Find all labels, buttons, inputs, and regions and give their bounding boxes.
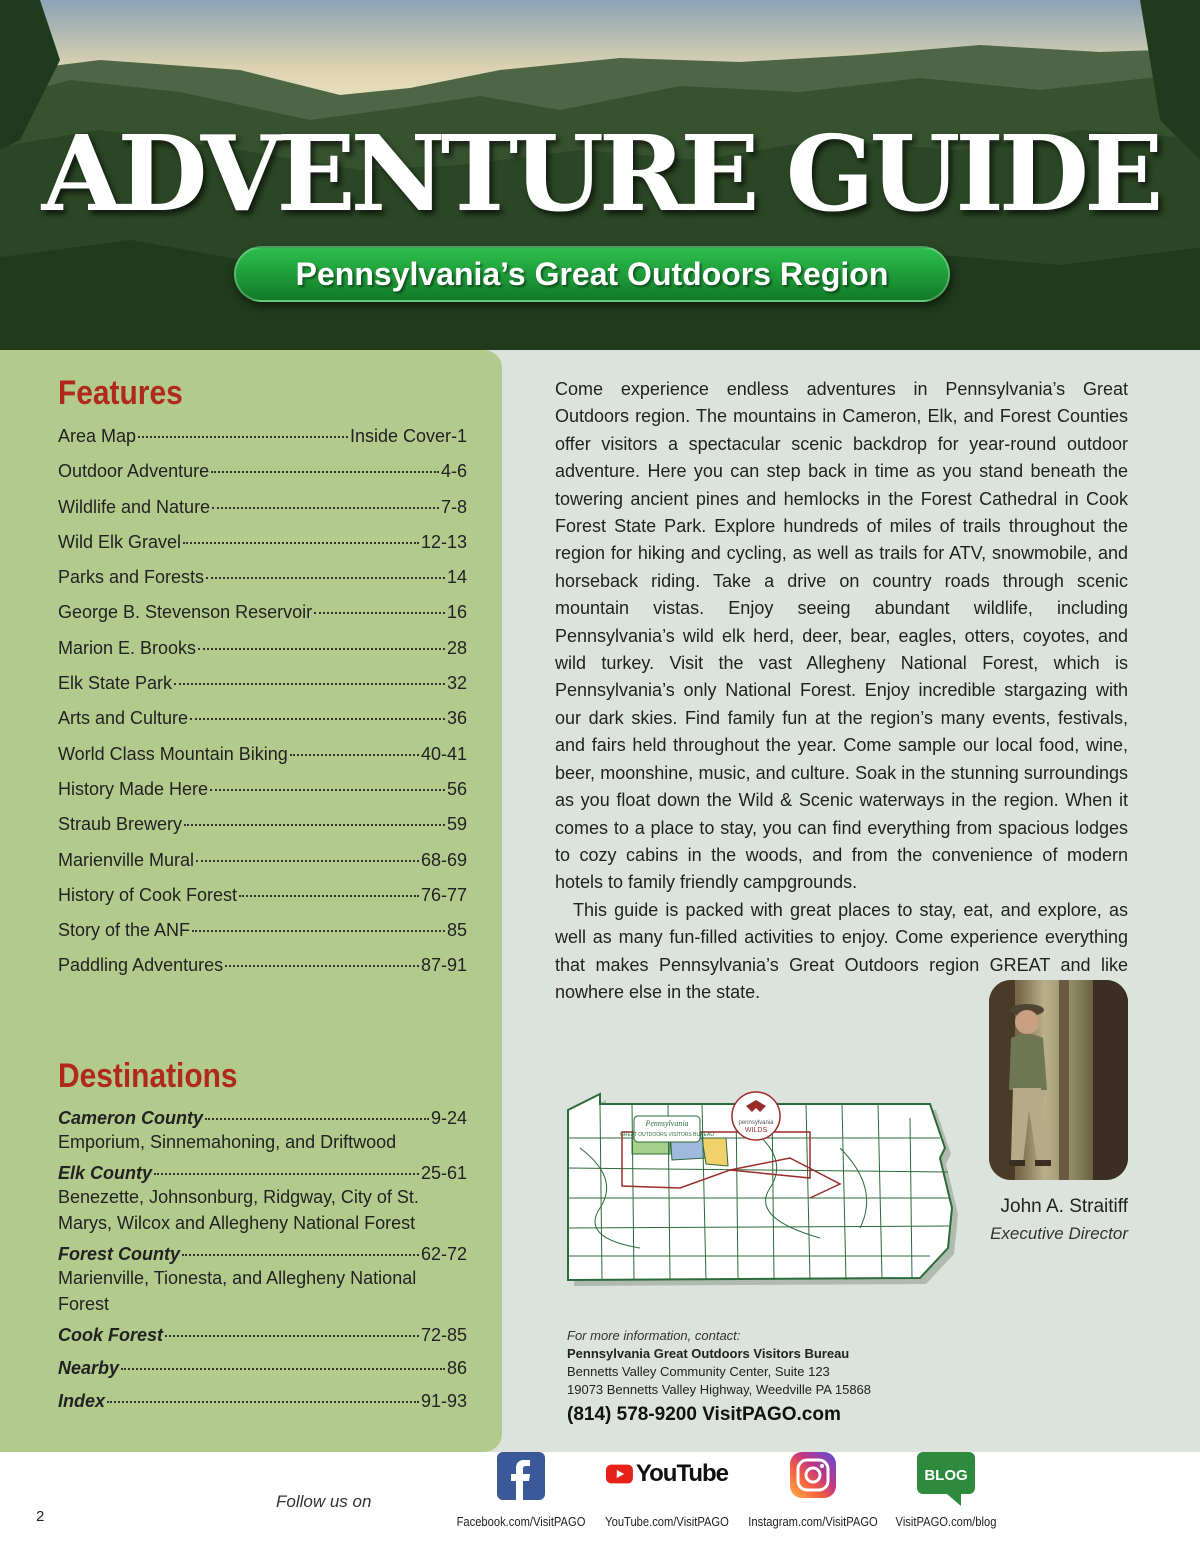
toc-row[interactable] <box>58 779 467 800</box>
follow-us-label: Follow us on <box>276 1492 372 1511</box>
toc-entry[interactable] <box>58 461 467 482</box>
contact-address-2: 19073 Bennetts Valley Highway, Weedville PA 15868 <box>567 1382 872 1397</box>
toc-description: Emporium, Sinnemahoning, and Driftwood <box>58 1132 397 1152</box>
dot-leader <box>182 1254 419 1256</box>
features-list <box>58 426 467 991</box>
toc-row[interactable] <box>58 567 467 588</box>
toc-page: 14 <box>446 567 467 588</box>
toc-row[interactable] <box>58 1244 467 1265</box>
toc-label: Wild Elk Gravel <box>58 531 182 552</box>
toc-entry[interactable] <box>58 532 467 553</box>
toc-row[interactable] <box>58 1391 467 1412</box>
toc-label: Outdoor Adventure <box>58 461 210 482</box>
toc-entry[interactable] <box>58 955 467 976</box>
toc-label: History Made Here <box>58 778 209 799</box>
toc-row[interactable] <box>58 708 467 729</box>
intro-paragraph-2: This guide is packed with great places to stay, eat, and explore, as well as many fun-filled activities to enjoy. Come experience everything that makes Pennsylvania’s Great Outdoors region GREAT and like nowhere else in the state. <box>555 899 1128 1002</box>
blog-icon <box>917 1452 975 1506</box>
toc-label: Parks and Forests <box>58 567 205 588</box>
toc-row[interactable] <box>58 426 467 447</box>
toc-entry[interactable] <box>58 850 467 871</box>
dot-leader <box>206 577 445 579</box>
page-title: ADVENTURE GUIDE <box>41 112 1159 235</box>
toc-entry[interactable] <box>58 1325 467 1346</box>
features-heading: Features <box>58 374 183 412</box>
toc-label: History of Cook Forest <box>58 884 238 905</box>
toc-row[interactable] <box>58 1358 467 1379</box>
toc-page: 62-72 <box>420 1244 467 1264</box>
toc-row[interactable] <box>58 1108 467 1129</box>
subtitle-banner <box>234 246 950 302</box>
contact-intro: For more information, contact: <box>567 1328 741 1343</box>
dot-leader <box>121 1368 445 1370</box>
youtube-icon <box>606 1460 728 1488</box>
toc-page: 85 <box>446 920 467 941</box>
dot-leader <box>212 507 439 509</box>
toc-entry[interactable] <box>58 1108 467 1155</box>
instagram-caption: Instagram.com/VisitPAGO <box>748 1514 878 1529</box>
svg-text:GREAT OUTDOORS VISITORS BUREAU: GREAT OUTDOORS VISITORS BUREAU <box>620 1132 714 1138</box>
toc-row[interactable] <box>58 673 467 694</box>
toc-entry[interactable] <box>58 885 467 906</box>
toc-page: 59 <box>446 814 467 835</box>
toc-page: 91-93 <box>420 1391 467 1411</box>
toc-label: Cameron County <box>58 1108 204 1128</box>
intro-text <box>555 376 1128 1006</box>
toc-entry[interactable] <box>58 744 467 765</box>
toc-label: Straub Brewery <box>58 814 183 835</box>
blog-link[interactable] <box>895 1452 997 1529</box>
toc-row[interactable] <box>58 461 467 482</box>
instagram-link[interactable] <box>748 1452 878 1529</box>
toc-label: Elk State Park <box>58 673 173 694</box>
toc-row[interactable] <box>58 1163 467 1184</box>
contact-address-1: Bennetts Valley Community Center, Suite 123 <box>567 1364 830 1379</box>
toc-row[interactable] <box>58 920 467 941</box>
destinations-list <box>58 1108 467 1424</box>
director-photo <box>989 980 1128 1180</box>
header-banner <box>0 0 1200 350</box>
dot-leader <box>184 824 445 826</box>
toc-label: Wildlife and Nature <box>58 496 211 517</box>
footer <box>0 1452 1200 1561</box>
toc-description: Benezette, Johnsonburg, Ridgway, City of St. Marys, Wilcox and Allegheny National Forest <box>58 1187 419 1233</box>
dot-leader <box>196 860 419 862</box>
toc-label: George B. Stevenson Reservoir <box>58 602 313 623</box>
dot-leader <box>225 965 419 967</box>
toc-description: Marienville, Tionesta, and Allegheny National Forest <box>58 1268 417 1314</box>
toc-label: Arts and Culture <box>58 708 189 729</box>
page-number: 2 <box>36 1508 45 1525</box>
toc-entry[interactable] <box>58 1244 467 1317</box>
dot-leader <box>314 612 445 614</box>
dot-leader <box>107 1401 419 1403</box>
facebook-link[interactable] <box>456 1452 586 1529</box>
svg-text:WILDS: WILDS <box>744 1127 768 1134</box>
toc-entry[interactable] <box>58 814 467 835</box>
toc-row[interactable] <box>58 814 467 835</box>
toc-entry[interactable] <box>58 567 467 588</box>
svg-text:BLOG: BLOG <box>924 1467 968 1484</box>
toc-page: 9-24 <box>430 1108 467 1128</box>
toc-label: World Class Mountain Biking <box>58 743 288 764</box>
dot-leader <box>205 1118 429 1120</box>
contact-phone-web[interactable]: (814) 578-9200 VisitPAGO.com <box>567 1404 841 1425</box>
toc-entry[interactable] <box>58 497 467 518</box>
toc-label: Paddling Adventures <box>58 955 224 976</box>
toc-label: Area Map <box>58 426 137 446</box>
map-region-yellow <box>702 1138 728 1166</box>
toc-page: 87-91 <box>420 955 467 976</box>
toc-page: 76-77 <box>420 884 467 905</box>
contact-organization: Pennsylvania Great Outdoors Visitors Bureau <box>567 1346 850 1361</box>
toc-entry[interactable] <box>58 920 467 941</box>
toc-row[interactable] <box>58 850 467 871</box>
dot-leader <box>198 648 445 650</box>
toc-label: Marienville Mural <box>58 849 195 870</box>
youtube-link[interactable] <box>605 1452 729 1529</box>
svg-text:pennsylvania: pennsylvania <box>738 1120 774 1126</box>
toc-row[interactable] <box>58 602 467 623</box>
dot-leader <box>290 754 419 756</box>
toc-entry[interactable] <box>58 1391 467 1412</box>
toc-entry[interactable] <box>58 426 467 447</box>
director-title: Executive Director <box>990 1224 1128 1243</box>
instagram-icon <box>790 1452 836 1498</box>
toc-page: 4-6 <box>440 461 467 482</box>
toc-page: 72-85 <box>420 1325 467 1345</box>
toc-page: 86 <box>446 1358 467 1378</box>
toc-page: 7-8 <box>440 496 467 517</box>
contact-block <box>567 1328 967 1426</box>
toc-page: Inside Cover-1 <box>349 426 467 446</box>
toc-entry[interactable] <box>58 779 467 800</box>
toc-page: 12-13 <box>420 531 467 552</box>
dot-leader <box>154 1173 419 1175</box>
toc-page: 36 <box>446 708 467 729</box>
facebook-icon <box>497 1452 545 1500</box>
toc-row[interactable] <box>58 955 467 976</box>
blog-caption: VisitPAGO.com/blog <box>895 1514 997 1529</box>
pennsylvania-map <box>560 1088 960 1310</box>
toc-entry[interactable] <box>58 673 467 694</box>
toc-page: 16 <box>446 602 467 623</box>
intro-paragraph-1: Come experience endless adventures in Pennsylvania’s Great Outdoors region. The mountains in Cameron, Elk, and Forest Counties offer visitors a spectacular scenic backdrop for year-round outdoor adventure. Here you can step back in time as you stand beneath the towering ancient pines and hemlocks in the Forest Cathedral in Cook Forest State Park. Explore hundreds of miles of trails throughout the region for hiking and cycling, as well as trails for ATV, snowmobile, and horseback riding. Take a drive on country roads through scenic mountain vistas. Enjoy seeing abundant wildlife, including Pennsylvania’s wild elk herd, deer, bear, eagles, otters, coyotes, and wild turkey. Visit the vast Allegheny National Forest, which is Pennsylvania’s only National Forest. Enjoy incredible stargazing with our dark skies. Find family fun at the region’s many events, festivals, and fairs held throughout the year. Come sample our local food, wine, beer, moonshine, music, and culture. Soak in the stunning surroundings as you float down the Wild & Scenic waterways in the region. When it comes to a place to stay, you can find everything from spacious lodges to cozy cabins in the woods, and from the convenience of modern hotels to family friendly campgrounds. <box>555 379 1128 893</box>
director-name: John A. Straitiff <box>1000 1196 1128 1217</box>
dot-leader <box>239 895 419 897</box>
svg-text:Pennsylvania: Pennsylvania <box>645 1119 689 1128</box>
toc-entry[interactable] <box>58 1163 467 1236</box>
toc-row[interactable] <box>58 638 467 659</box>
dot-leader <box>211 471 439 473</box>
toc-label: Nearby <box>58 1358 120 1378</box>
toc-page: 25-61 <box>420 1163 467 1183</box>
toc-entry[interactable] <box>58 602 467 623</box>
toc-label: Forest County <box>58 1244 181 1264</box>
dot-leader <box>174 683 445 685</box>
toc-page: 40-41 <box>420 743 467 764</box>
youtube-wordmark: YouTube <box>635 1460 728 1487</box>
toc-entry[interactable] <box>58 638 467 659</box>
dot-leader <box>165 1335 419 1337</box>
toc-row[interactable] <box>58 532 467 553</box>
destinations-heading: Destinations <box>58 1057 238 1095</box>
toc-page: 68-69 <box>420 849 467 870</box>
youtube-caption: YouTube.com/VisitPAGO <box>605 1514 729 1529</box>
toc-label: Story of the ANF <box>58 920 191 941</box>
toc-entry[interactable] <box>58 708 467 729</box>
toc-entry[interactable] <box>58 1358 467 1379</box>
toc-label: Marion E. Brooks <box>58 637 197 658</box>
toc-label: Index <box>58 1391 106 1411</box>
toc-label: Elk County <box>58 1163 153 1183</box>
toc-row[interactable] <box>58 1325 467 1346</box>
facebook-caption: Facebook.com/VisitPAGO <box>456 1514 586 1529</box>
dot-leader <box>190 718 445 720</box>
toc-label: Cook Forest <box>58 1325 164 1345</box>
dot-leader <box>210 789 445 791</box>
toc-page: 32 <box>446 673 467 694</box>
toc-row[interactable] <box>58 744 467 765</box>
toc-row[interactable] <box>58 885 467 906</box>
dot-leader <box>192 930 445 932</box>
toc-row[interactable] <box>58 497 467 518</box>
page-subtitle: Pennsylvania’s Great Outdoors Region <box>295 255 889 292</box>
toc-page: 28 <box>446 637 467 658</box>
dot-leader <box>183 542 419 544</box>
dot-leader <box>138 436 348 438</box>
toc-page: 56 <box>446 778 467 799</box>
